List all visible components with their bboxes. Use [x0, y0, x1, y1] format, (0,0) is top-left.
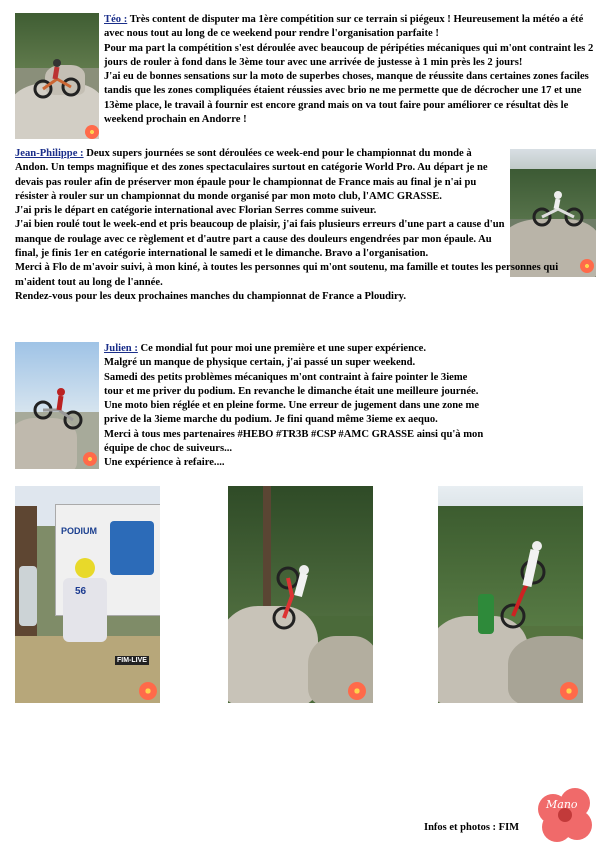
name-julien: Julien :	[104, 343, 138, 354]
logo-text: Mano	[546, 798, 578, 811]
paragraph: J'ai pris le départ en catégorie international avec Florian Serres comme suiveur.	[15, 205, 377, 217]
photo-podium	[15, 486, 160, 703]
flower-icon	[85, 125, 99, 139]
paragraph: Une expérience à refaire....	[104, 457, 225, 469]
flower-icon	[83, 452, 97, 466]
paragraph: J'ai bien roulé tout le week-end et pris beaucoup de plaisir, j'ai fais plusieurs erreurs d'une part a cause d'un manque de roulage avec ce règlement et d'autre part a cause des douleurs engendrées par mon épaule. Au final, je finis 1er en catégorie international le samedi et le dimanche. Bravo a l'organisation.	[15, 219, 505, 260]
paragraph: Rendez-vous pour les deux prochaines manches du championnat de France a Ploudiry.	[15, 290, 407, 302]
paragraph: Pour ma part la compétition s'est déroulée avec beaucoup de péripéties mécaniques qui m'ont contraint les 2 jours de rouler à fond dans le 3ème tour avec une arrivée de justesse à 1 min près les 2 jours!	[104, 42, 594, 68]
name-jean-philippe: Jean-Philippe :	[15, 148, 84, 159]
photo-teo	[15, 13, 99, 139]
section-julien	[104, 342, 484, 471]
photo-julien	[15, 342, 99, 469]
photo-credit: Infos et photos : FIM	[424, 822, 520, 833]
trial-bike-icon	[33, 386, 83, 432]
section-jean-philippe	[15, 147, 559, 304]
paragraph: Merci à tous mes partenaires #HEBO #TR3B #CSP #AMC GRASSE ainsi qu'à mon équipe de choc de suiveurs...	[104, 428, 484, 455]
photo-jean-philippe	[510, 149, 596, 277]
paragraph: Très content de disputer ma 1ère compétition sur ce terrain si piégeux ! Heureusement la météo a été avec nous tout au long de ce weekend pour rendre l'organisation parfaite !	[104, 14, 584, 40]
paragraph: Merci à Flo de m'avoir suivi, à mon kiné, à toutes les personnes qui m'ont soutenu, ma famille et toutes les personnes qui m'aident tout au long de l'année.	[15, 262, 559, 288]
section-teo	[104, 13, 594, 127]
photo-rider-rocks	[228, 486, 373, 703]
paragraph: Samedi des petits problèmes mécaniques m'ont contraint à faire pointer le 3ieme tour et me priver du podium. En revanche le dimanche était une meilleure journée. Une moto bien réglée et en pleine forme. Une erreur de jugement dans une zone me prive de la 3ieme marche du podium. Je fini quand même 3ieme ex aequo.	[104, 371, 480, 426]
trial-bike-icon	[266, 556, 316, 636]
paragraph: Malgré un manque de physique certain, j'ai passé un super weekend.	[104, 357, 416, 369]
paragraph: J'ai eu de bonnes sensations sur la moto de superbes choses, manque de réussite dans certaines zones faciles tandis que les zones compliquées étaient réussies avec brio ne me permette que de décrocher une 17 et une 13ème place, le travail à fournir est encore grand mais on va tout faire pour améliorer ce résultat dès le weekend prochain en Andorre !	[104, 71, 589, 126]
fim-live-banner: FIM-LIVE	[117, 657, 147, 664]
bib-number: 56	[75, 586, 87, 597]
mano-hibiscus-logo	[538, 788, 592, 842]
trial-bike-icon	[530, 189, 586, 229]
paragraph: Ce mondial fut pour moi une première et une super expérience.	[140, 343, 427, 354]
photo-rider-climb	[438, 486, 583, 703]
trial-bike-icon	[493, 536, 553, 636]
name-teo: Téo :	[104, 14, 128, 25]
trial-bike-icon	[33, 53, 81, 99]
flower-icon	[348, 682, 366, 700]
flower-icon	[560, 682, 578, 700]
paragraph: Deux supers journées se sont déroulées ce week-end pour le championnat du monde à Andon. Un temps magnifique et des zones spectaculaires surtout en catégorie World Pro. Au départ je ne devais pas rouler afin de préserver mon épaule pour le championnat de France mais au final je n'ai pu résister à rouler sur un championnat du monde organisé par mon moto club, l'AMC GRASSE.	[15, 148, 488, 202]
flower-icon	[139, 682, 157, 700]
podium-sign: PODIUM	[61, 526, 97, 536]
